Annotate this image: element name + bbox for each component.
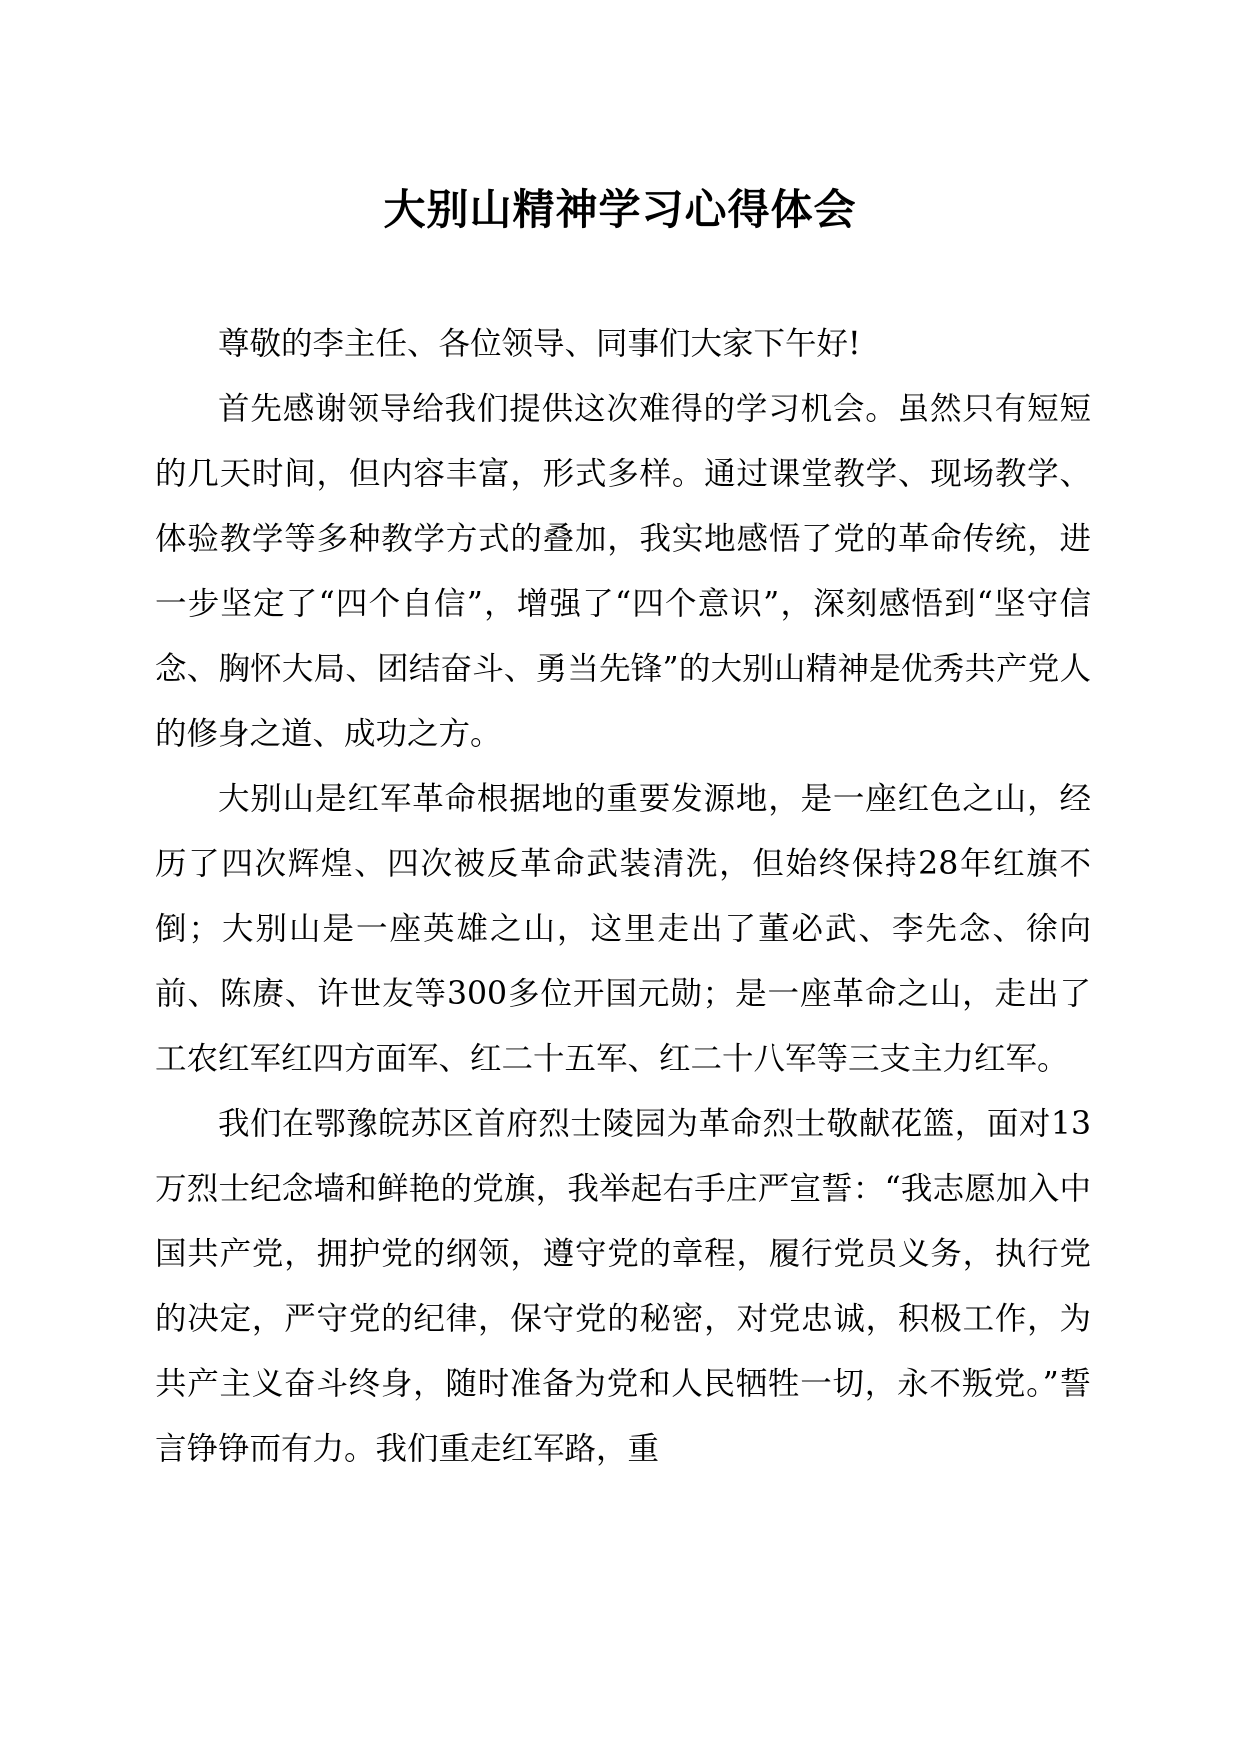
- paragraph-dabie-mountain: 大别山是红军革命根据地的重要发源地，是一座红色之山，经历了四次辉煌、四次被反革命武装清洗，但始终保持28年红旗不倒；大别山是一座英雄之山，这里走出了董必武、李先念、徐向前、陈赓、许世友等300多位开国元勋；是一座革命之山，走出了工农红军红四方面军、红二十五军、红二十八军等三支主力红军。: [155, 781, 1091, 1077]
- paragraph-greeting: 尊敬的李主任、各位领导、同事们大家下午好!: [218, 326, 861, 362]
- document-title: 大别山精神学习心得体会: [383, 185, 857, 234]
- paragraph-oath: 我们在鄂豫皖苏区首府烈士陵园为革命烈士敬献花篮，面对13万烈士纪念墙和鲜艳的党旗，我举起右手庄严宣誓：“我志愿加入中国共产党，拥护党的纲领，遵守党的章程，履行党员义务，执行党的决定，严守党的纪律，保守党的秘密，对党忠诚，积极工作，为共产主义奋斗终身，随时准备为党和人民牺牲一切，永不叛党。”誓言铮铮而有力。我们重走红军路，重: [155, 1106, 1091, 1467]
- document-body: [155, 312, 1091, 1482]
- paragraph-introduction: 首先感谢领导给我们提供这次难得的学习机会。虽然只有短短的几天时间，但内容丰富，形式多样。通过课堂教学、现场教学、体验教学等多种教学方式的叠加，我实地感悟了党的革命传统，进一步坚定了“四个自信”，增强了“四个意识”，深刻感悟到“坚守信念、胸怀大局、团结奋斗、勇当先锋”的大别山精神是优秀共产党人的修身之道、成功之方。: [155, 391, 1091, 752]
